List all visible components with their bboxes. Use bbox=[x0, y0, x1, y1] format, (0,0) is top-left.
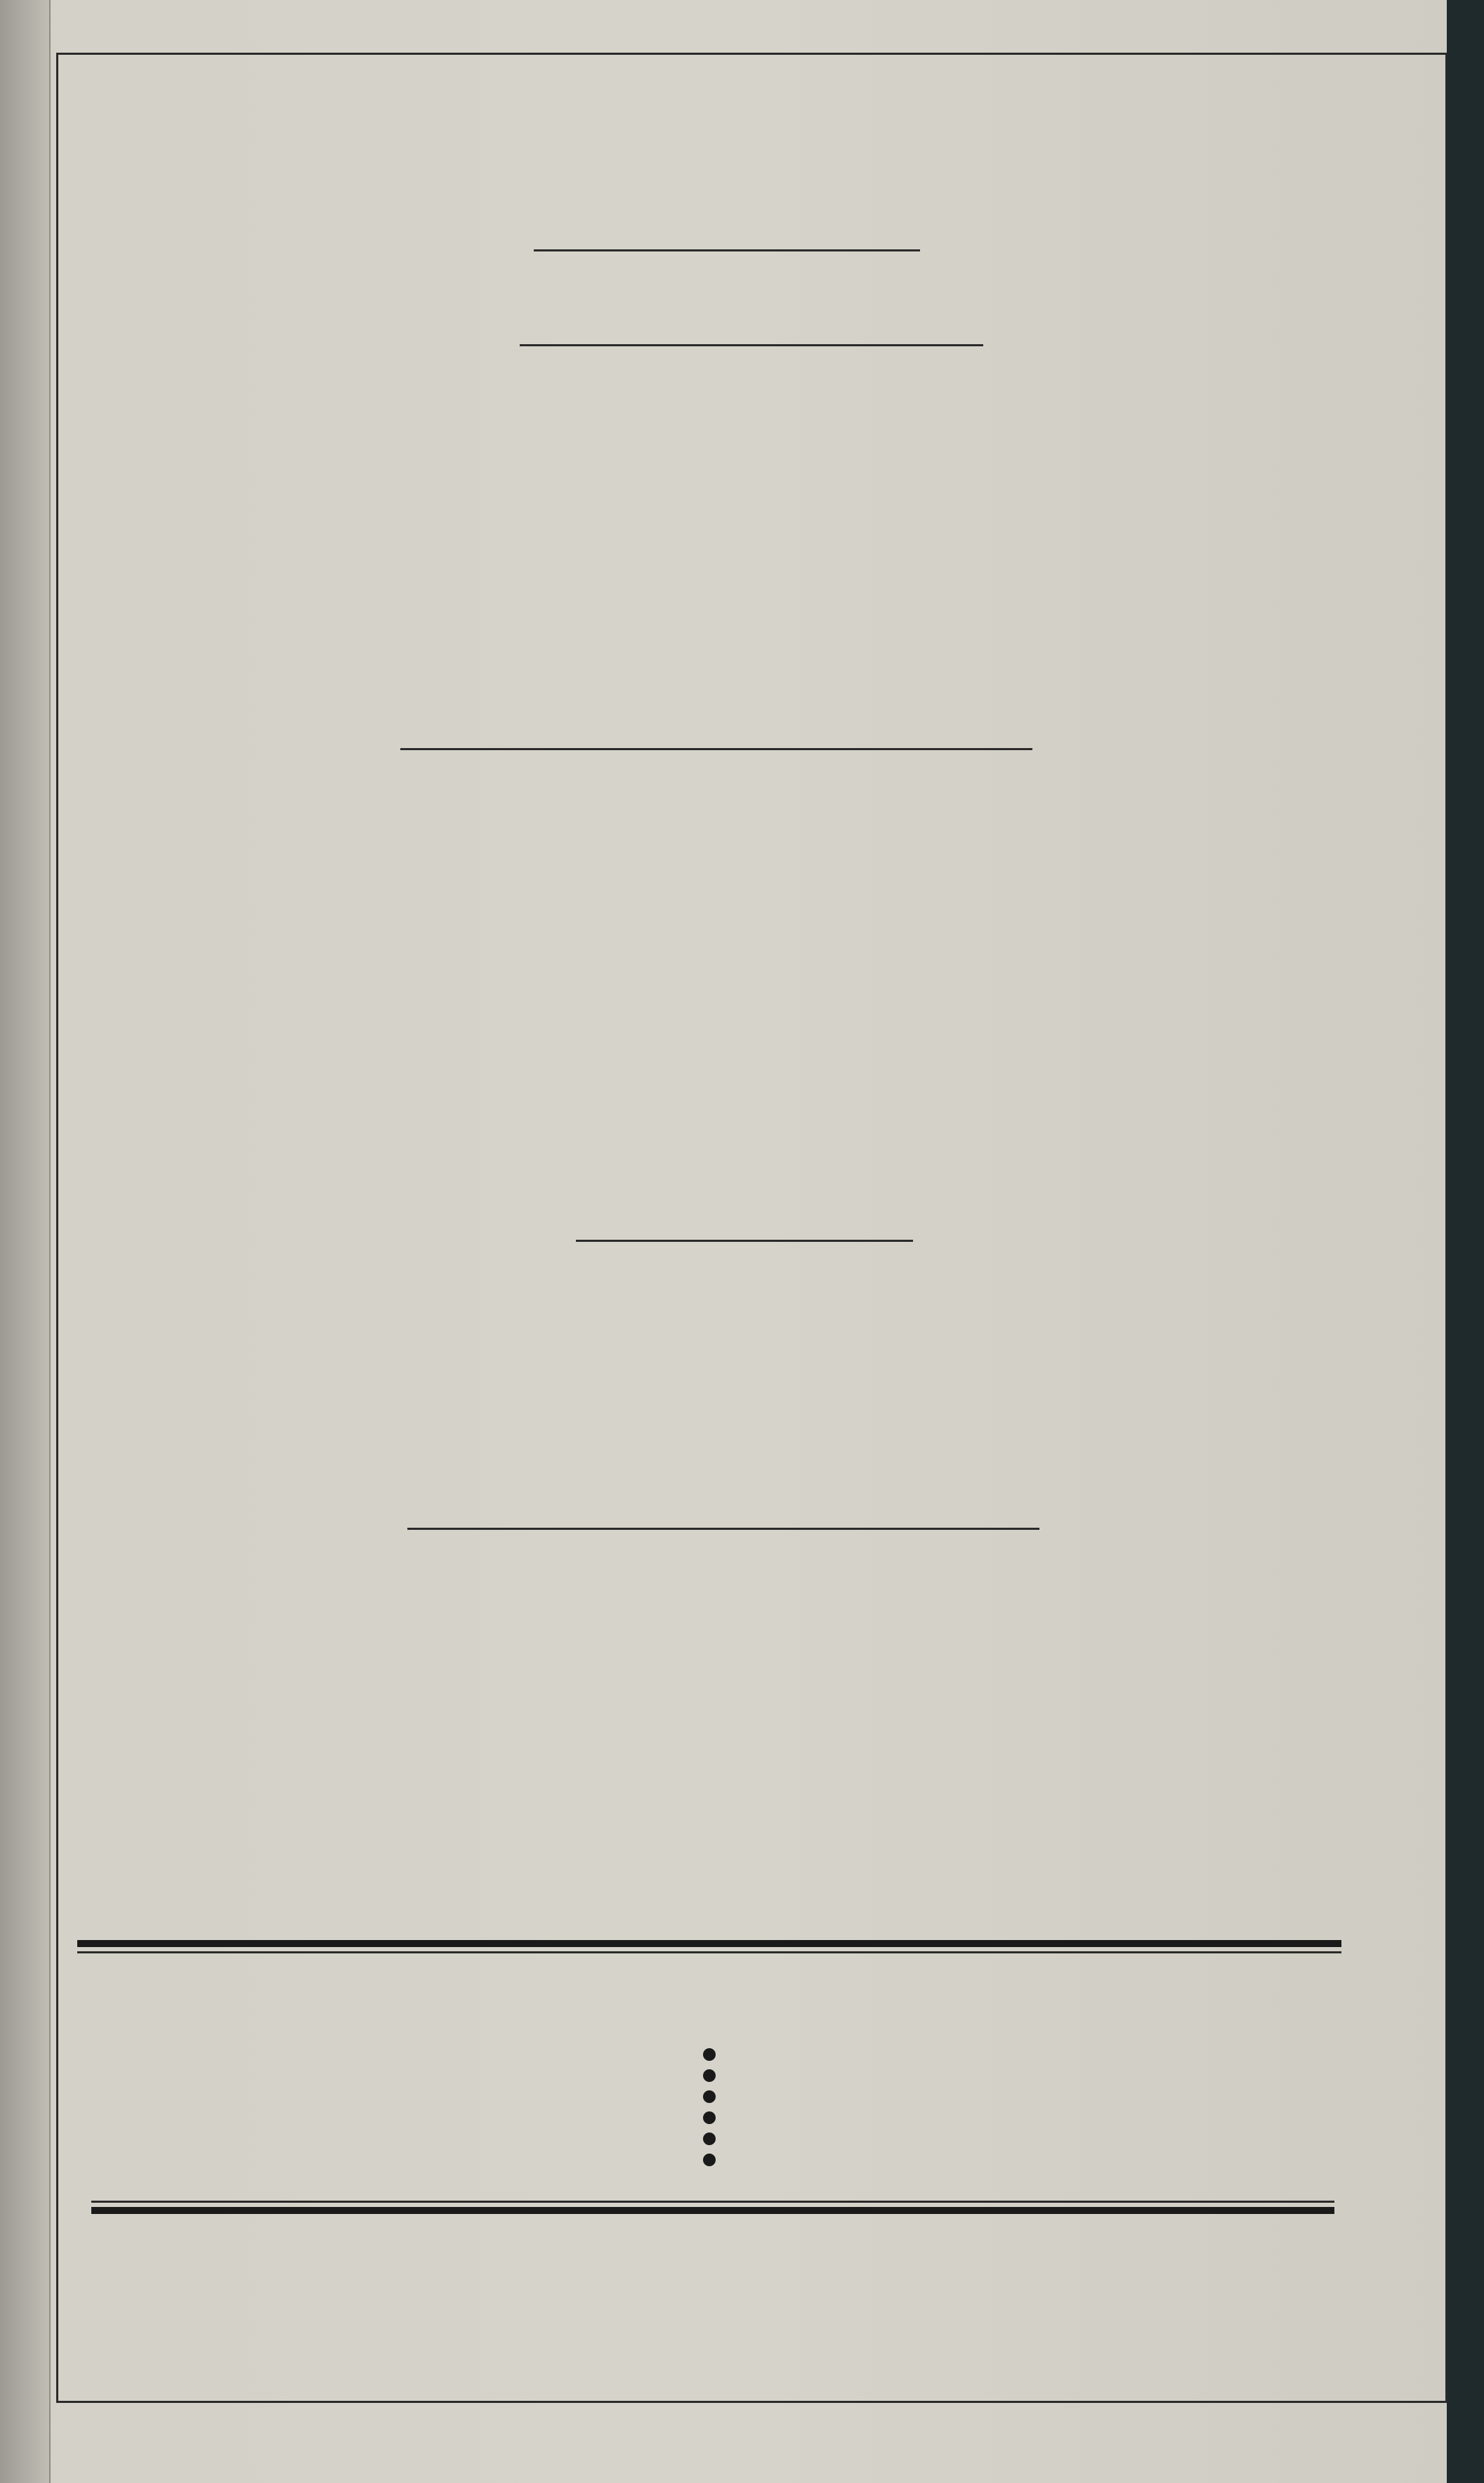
cast-row bbox=[77, 1812, 1271, 1847]
cast-row bbox=[77, 1107, 1271, 1142]
cast-row bbox=[77, 1666, 1271, 1701]
cast-row bbox=[77, 1776, 1271, 1811]
prices-bottom-rule bbox=[91, 2207, 1334, 2214]
cast-row bbox=[77, 888, 1271, 923]
binding-edge bbox=[0, 0, 51, 2483]
bottom-ornament-border bbox=[42, 2332, 1377, 2395]
cast-row bbox=[77, 997, 1271, 1033]
rule-3 bbox=[400, 748, 1032, 750]
cast-row bbox=[77, 1739, 1271, 1774]
rule-1 bbox=[534, 249, 920, 251]
prices-bottom-rule-thin bbox=[91, 2201, 1334, 2203]
border-frame bbox=[56, 53, 1447, 2403]
rule-5 bbox=[407, 1528, 1039, 1530]
rule-2 bbox=[520, 344, 983, 346]
cast-row bbox=[77, 1630, 1271, 1665]
cast-row bbox=[77, 961, 1271, 996]
cast-row bbox=[77, 851, 1271, 886]
cast-row bbox=[77, 815, 1271, 850]
rule-4 bbox=[576, 1240, 913, 1242]
divider-ornament bbox=[695, 2044, 723, 2184]
prices-top-rule bbox=[77, 1940, 1341, 1947]
cast-row bbox=[77, 1593, 1271, 1628]
cast-row bbox=[77, 1703, 1271, 1738]
cast-row bbox=[77, 1144, 1271, 1179]
cast-row bbox=[77, 1070, 1271, 1106]
prices-top-rule-thin bbox=[77, 1951, 1341, 1953]
right-ornament-border bbox=[1373, 56, 1436, 2374]
cast-row bbox=[77, 1034, 1271, 1069]
cast-row bbox=[77, 924, 1271, 959]
top-ornament-border bbox=[60, 56, 1380, 112]
